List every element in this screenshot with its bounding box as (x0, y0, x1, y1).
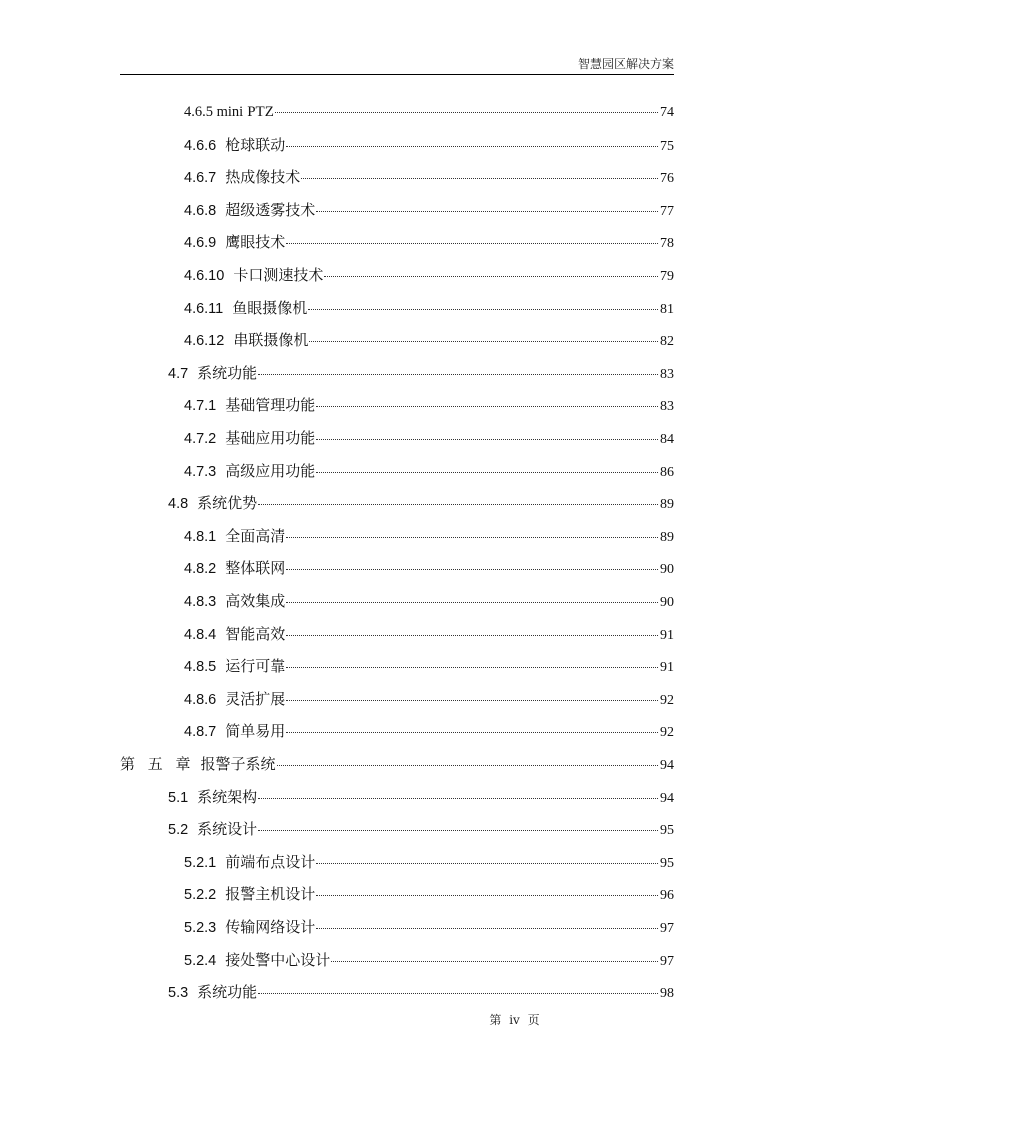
toc-entry[interactable] (184, 591, 674, 613)
toc-entry[interactable] (184, 395, 674, 417)
toc-entry-page: 95 (660, 823, 674, 839)
toc-entry[interactable] (184, 330, 674, 352)
toc-leader-dots (286, 602, 658, 603)
toc-entry[interactable] (184, 721, 674, 743)
toc-entry-number: 4.6.10 (184, 268, 225, 284)
toc-entry-title: 整体联网 (225, 559, 286, 578)
toc-leader-dots (316, 406, 658, 407)
toc-entry-number: 5.1 (168, 789, 189, 806)
toc-entry-title: 传输网络设计 (225, 918, 316, 936)
toc-entry[interactable] (168, 493, 674, 515)
toc-entry-title: 基础应用功能 (225, 429, 316, 447)
toc-entry-page: 78 (660, 236, 674, 252)
toc-entry[interactable] (184, 917, 674, 939)
toc-entry[interactable] (184, 526, 674, 548)
toc-entry-title: 全面高清 (225, 526, 286, 545)
toc-entry-page: 94 (660, 758, 674, 773)
toc-entry-page: 95 (660, 855, 674, 871)
toc-entry-page: 86 (660, 464, 674, 480)
toc-entry-number: 5.2.3 (184, 920, 217, 936)
toc-entry-number: 第 五 章 (120, 755, 195, 773)
document-title: 智慧园区解决方案 (577, 57, 674, 71)
toc-entry[interactable] (168, 819, 674, 841)
toc-entry-page: 91 (660, 627, 674, 643)
toc-entry-number: 5.3 (168, 985, 189, 1002)
toc-entry[interactable] (184, 167, 674, 189)
toc-entry-page: 91 (660, 660, 674, 676)
toc-entry-title: 简单易用 (225, 722, 286, 741)
toc-entry-number: 4.6.6 (184, 137, 217, 154)
toc-entry-page: 76 (660, 171, 674, 187)
toc-entry-number: 4.6.8 (184, 202, 217, 219)
toc-entry[interactable] (184, 884, 674, 906)
toc-leader-dots (258, 374, 658, 375)
toc-leader-dots (316, 472, 658, 473)
toc-leader-dots (301, 178, 658, 179)
toc-entry[interactable] (184, 102, 674, 123)
toc-leader-dots (316, 211, 658, 212)
toc-entry-number: 5.2.1 (184, 854, 217, 871)
toc-leader-dots (308, 309, 658, 310)
toc-entry-title: 报警主机设计 (225, 885, 316, 904)
toc-entry-number: 4.7.3 (184, 463, 217, 480)
toc-entry-page: 94 (660, 790, 674, 806)
toc-leader-dots (316, 895, 658, 896)
toc-entry-page: 89 (660, 497, 674, 513)
toc-leader-dots (286, 537, 658, 538)
toc-leader-dots (258, 830, 658, 831)
toc-entry[interactable] (184, 558, 674, 580)
toc-entry-title: 系统功能 (197, 363, 258, 382)
toc-entry[interactable] (184, 428, 674, 450)
toc-entry-number: 4.8.7 (184, 724, 217, 741)
toc-leader-dots (309, 341, 658, 342)
toc-entry-number: 4.7.1 (184, 398, 217, 415)
toc-entry-number: 4.7 (168, 365, 189, 382)
toc-entry-title: 系统功能 (197, 983, 258, 1002)
toc-entry-number: 4.8.4 (184, 626, 217, 643)
toc-entry-page: 89 (660, 529, 674, 545)
toc-entry-number: 4.8.6 (184, 691, 217, 708)
toc-entry-title: 卡口测速技术 (233, 266, 324, 284)
toc-entry-page: 97 (660, 921, 674, 936)
toc-entry-title: 系统架构 (197, 787, 258, 806)
footer-page-number: iv (509, 1013, 520, 1027)
toc-entry[interactable] (184, 265, 674, 287)
toc-entry-page: 74 (660, 105, 674, 120)
footer-suffix: 页 (527, 1013, 540, 1027)
toc-leader-dots (324, 276, 658, 277)
toc-entry-title: 系统设计 (197, 820, 258, 839)
toc-entry[interactable] (184, 135, 674, 157)
toc-entry-number: 4.6.11 (184, 300, 224, 317)
toc-entry[interactable] (184, 624, 674, 646)
toc-leader-dots (277, 765, 658, 766)
toc-entry[interactable] (184, 232, 674, 254)
toc-leader-dots (286, 569, 658, 570)
toc-entry-title: 报警子系统 (200, 755, 276, 773)
toc-entry-title: 智能高效 (225, 624, 286, 643)
toc-entry-page: 92 (660, 692, 674, 708)
toc-entry-number: 4.8.3 (184, 594, 217, 610)
toc-entry-title: PTZ (247, 104, 274, 120)
toc-entry-number: 5.2.4 (184, 952, 217, 969)
toc-entry[interactable] (184, 461, 674, 483)
toc-entry-page: 96 (660, 888, 674, 904)
toc-leader-dots (286, 700, 658, 701)
toc-leader-dots (286, 635, 658, 636)
toc-entry[interactable] (184, 689, 674, 711)
toc-leader-dots (286, 243, 658, 244)
toc-entry-page: 81 (660, 301, 674, 317)
toc-entry-number: 4.8.1 (184, 528, 217, 545)
toc-entry-number: 5.2.2 (184, 887, 217, 904)
toc-entry-title: 高级应用功能 (225, 461, 316, 480)
toc-entry-number: 4.8.2 (184, 561, 217, 578)
toc-entry-page: 79 (660, 269, 674, 284)
toc-leader-dots (286, 732, 658, 733)
toc-entry-title: 基础管理功能 (225, 396, 316, 415)
page-footer (0, 1012, 1029, 1028)
toc-leader-dots (331, 961, 658, 962)
toc-leader-dots (286, 667, 658, 668)
toc-entry-title: 热成像技术 (225, 168, 301, 187)
toc-entry-number: 5.2 (168, 822, 189, 839)
toc-entry-page: 98 (660, 986, 674, 1002)
toc-leader-dots (258, 798, 658, 799)
toc-entry-title: 运行可靠 (225, 657, 286, 676)
toc-entry-title: 前端布点设计 (225, 852, 316, 871)
toc-entry-page: 83 (660, 366, 674, 382)
toc-entry[interactable] (184, 656, 674, 678)
toc-leader-dots (258, 993, 658, 994)
toc-entry-number: 4.6.12 (184, 333, 225, 350)
toc-entry-title: 系统优势 (197, 494, 258, 513)
toc-entry-page: 84 (660, 432, 674, 447)
toc-entry-page: 92 (660, 725, 674, 741)
toc-entry[interactable] (184, 298, 674, 320)
toc-entry-number: 4.8 (168, 496, 189, 513)
toc-leader-dots (275, 112, 658, 113)
toc-entry-title: 鹰眼技术 (225, 233, 286, 252)
toc-entry-number: 4.6.7 (184, 170, 217, 187)
toc-leader-dots (316, 928, 658, 929)
toc-entry-page: 90 (660, 562, 674, 578)
toc-leader-dots (316, 863, 658, 864)
toc-entry[interactable] (168, 982, 674, 1004)
toc-entry-page: 83 (660, 399, 674, 415)
toc-entry-number: 4.8.5 (184, 659, 217, 676)
toc-entry-title: 串联摄像机 (233, 331, 309, 350)
toc-entry[interactable] (184, 950, 674, 972)
toc-leader-dots (316, 439, 658, 440)
footer-prefix: 第 (489, 1013, 502, 1027)
toc-entry-title: 接处警中心设计 (225, 950, 331, 969)
toc-entry-number: 4.6.5 mini (184, 104, 244, 120)
toc-entry[interactable] (120, 754, 674, 776)
toc-entry[interactable] (184, 852, 674, 874)
toc-leader-dots (258, 504, 658, 505)
toc-entry-title: 枪球联动 (225, 135, 286, 154)
toc-entry-number: 4.7.2 (184, 431, 217, 447)
toc-entry-number: 4.6.9 (184, 235, 217, 252)
toc-entry-page: 77 (660, 203, 674, 219)
toc-entry-page: 75 (660, 138, 674, 154)
toc-entry[interactable] (168, 363, 674, 385)
toc-entry-page: 82 (660, 334, 674, 350)
toc-entry-page: 90 (660, 595, 674, 610)
toc-entry-title: 鱼眼摄像机 (232, 298, 308, 317)
toc-entry[interactable] (168, 787, 674, 809)
toc-entry[interactable] (184, 200, 674, 222)
toc-entry-page: 97 (660, 953, 674, 969)
toc-leader-dots (286, 146, 658, 147)
toc-entry-title: 灵活扩展 (225, 689, 286, 708)
toc-entry-title: 超级透雾技术 (225, 200, 316, 219)
toc-entry-title: 高效集成 (225, 592, 286, 610)
